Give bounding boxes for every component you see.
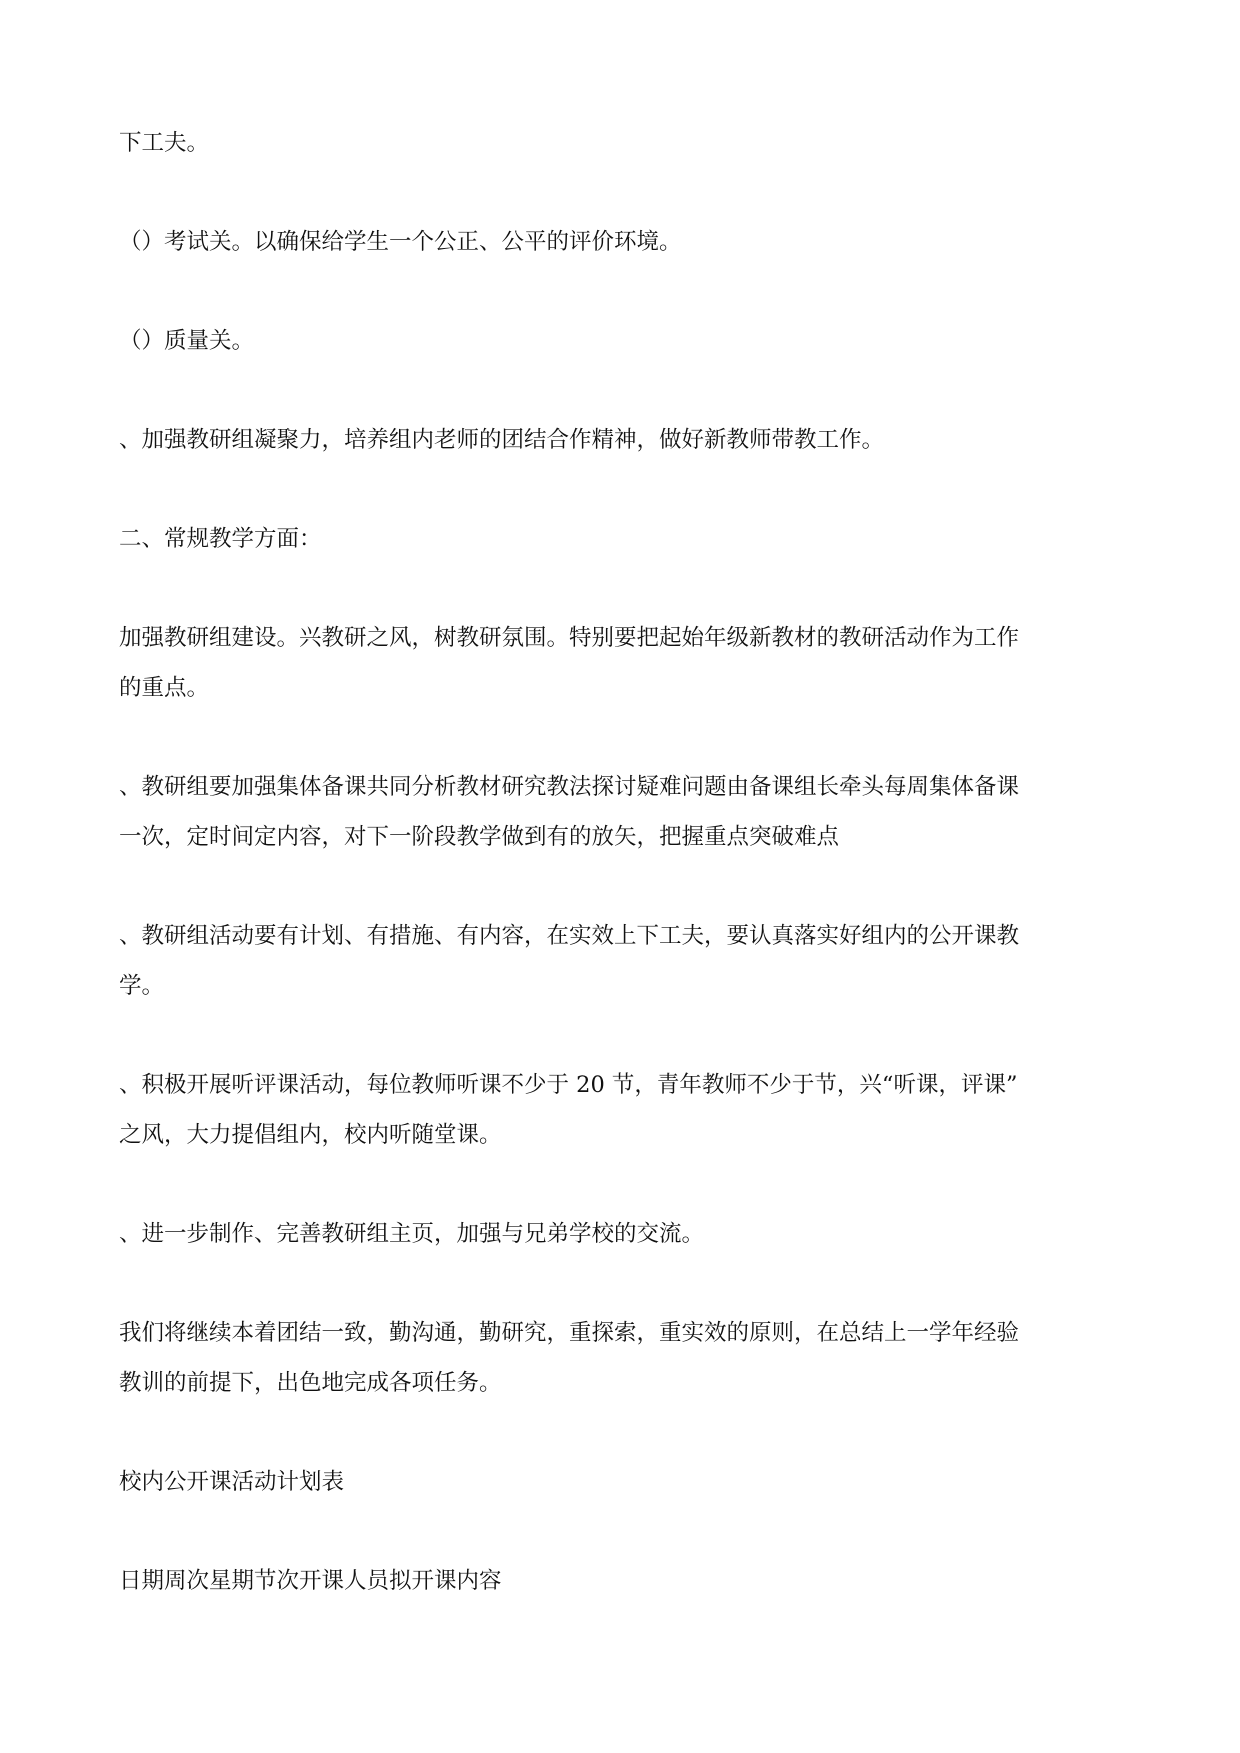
text-line: 一次，定时间定内容，对下一阶段教学做到有的放矢，把握重点突破难点 <box>119 824 840 850</box>
text-line: （）质量关。 <box>119 328 255 354</box>
paragraph-group-activities <box>119 911 1129 1011</box>
text-line: 、教研组要加强集体备课共同分析教材研究教法探讨疑难问题由备课组长牵头每周集体备课 <box>119 774 1020 800</box>
paragraph-homepage <box>119 1209 1129 1259</box>
paragraph-continuation <box>119 118 1129 168</box>
text-line: 日期周次星期节次开课人员拟开课内容 <box>119 1568 502 1594</box>
text-line: 、教研组活动要有计划、有措施、有内容，在实效上下工夫，要认真落实好组内的公开课教 <box>119 923 1020 949</box>
text-line: 加强教研组建设。兴教研之风，树教研氛围。特别要把起始年级新教材的教研活动作为工作 <box>119 625 1020 651</box>
text-line: 教训的前提下，出色地完成各项任务。 <box>119 1370 502 1396</box>
text-line: 下工夫。 <box>119 130 210 156</box>
paragraph-group-cohesion <box>119 415 1129 465</box>
text-line: 学。 <box>119 973 165 999</box>
paragraph-collective-prep <box>119 762 1129 862</box>
text-line: 、积极开展听评课活动，每位教师听课不少于 20 节，青年教师不少于节，兴“听课，评课” <box>119 1072 1018 1098</box>
paragraph-group-building <box>119 613 1129 713</box>
paragraph-exam-check <box>119 217 1129 267</box>
text-line: 之风，大力提倡组内，校内听随堂课。 <box>119 1122 502 1148</box>
section-heading-routine-teaching <box>119 514 1129 564</box>
table-title <box>119 1457 1129 1507</box>
text-line: （）考试关。以确保给学生一个公正、公平的评价环境。 <box>119 229 682 255</box>
text-line: 的重点。 <box>119 675 210 701</box>
section-heading: 二、常规教学方面： <box>119 526 322 552</box>
text-line: 校内公开课活动计划表 <box>119 1469 345 1495</box>
paragraph-lesson-observation <box>119 1060 1129 1160</box>
paragraph-quality-check <box>119 316 1129 366</box>
table-header-row <box>119 1556 1129 1606</box>
text-line: 、进一步制作、完善教研组主页，加强与兄弟学校的交流。 <box>119 1221 705 1247</box>
paragraph-conclusion <box>119 1308 1129 1408</box>
text-line: 我们将继续本着团结一致，勤沟通，勤研究，重探索，重实效的原则，在总结上一学年经验 <box>119 1320 1020 1346</box>
text-line: 、加强教研组凝聚力，培养组内老师的团结合作精神，做好新教师带教工作。 <box>119 427 885 453</box>
